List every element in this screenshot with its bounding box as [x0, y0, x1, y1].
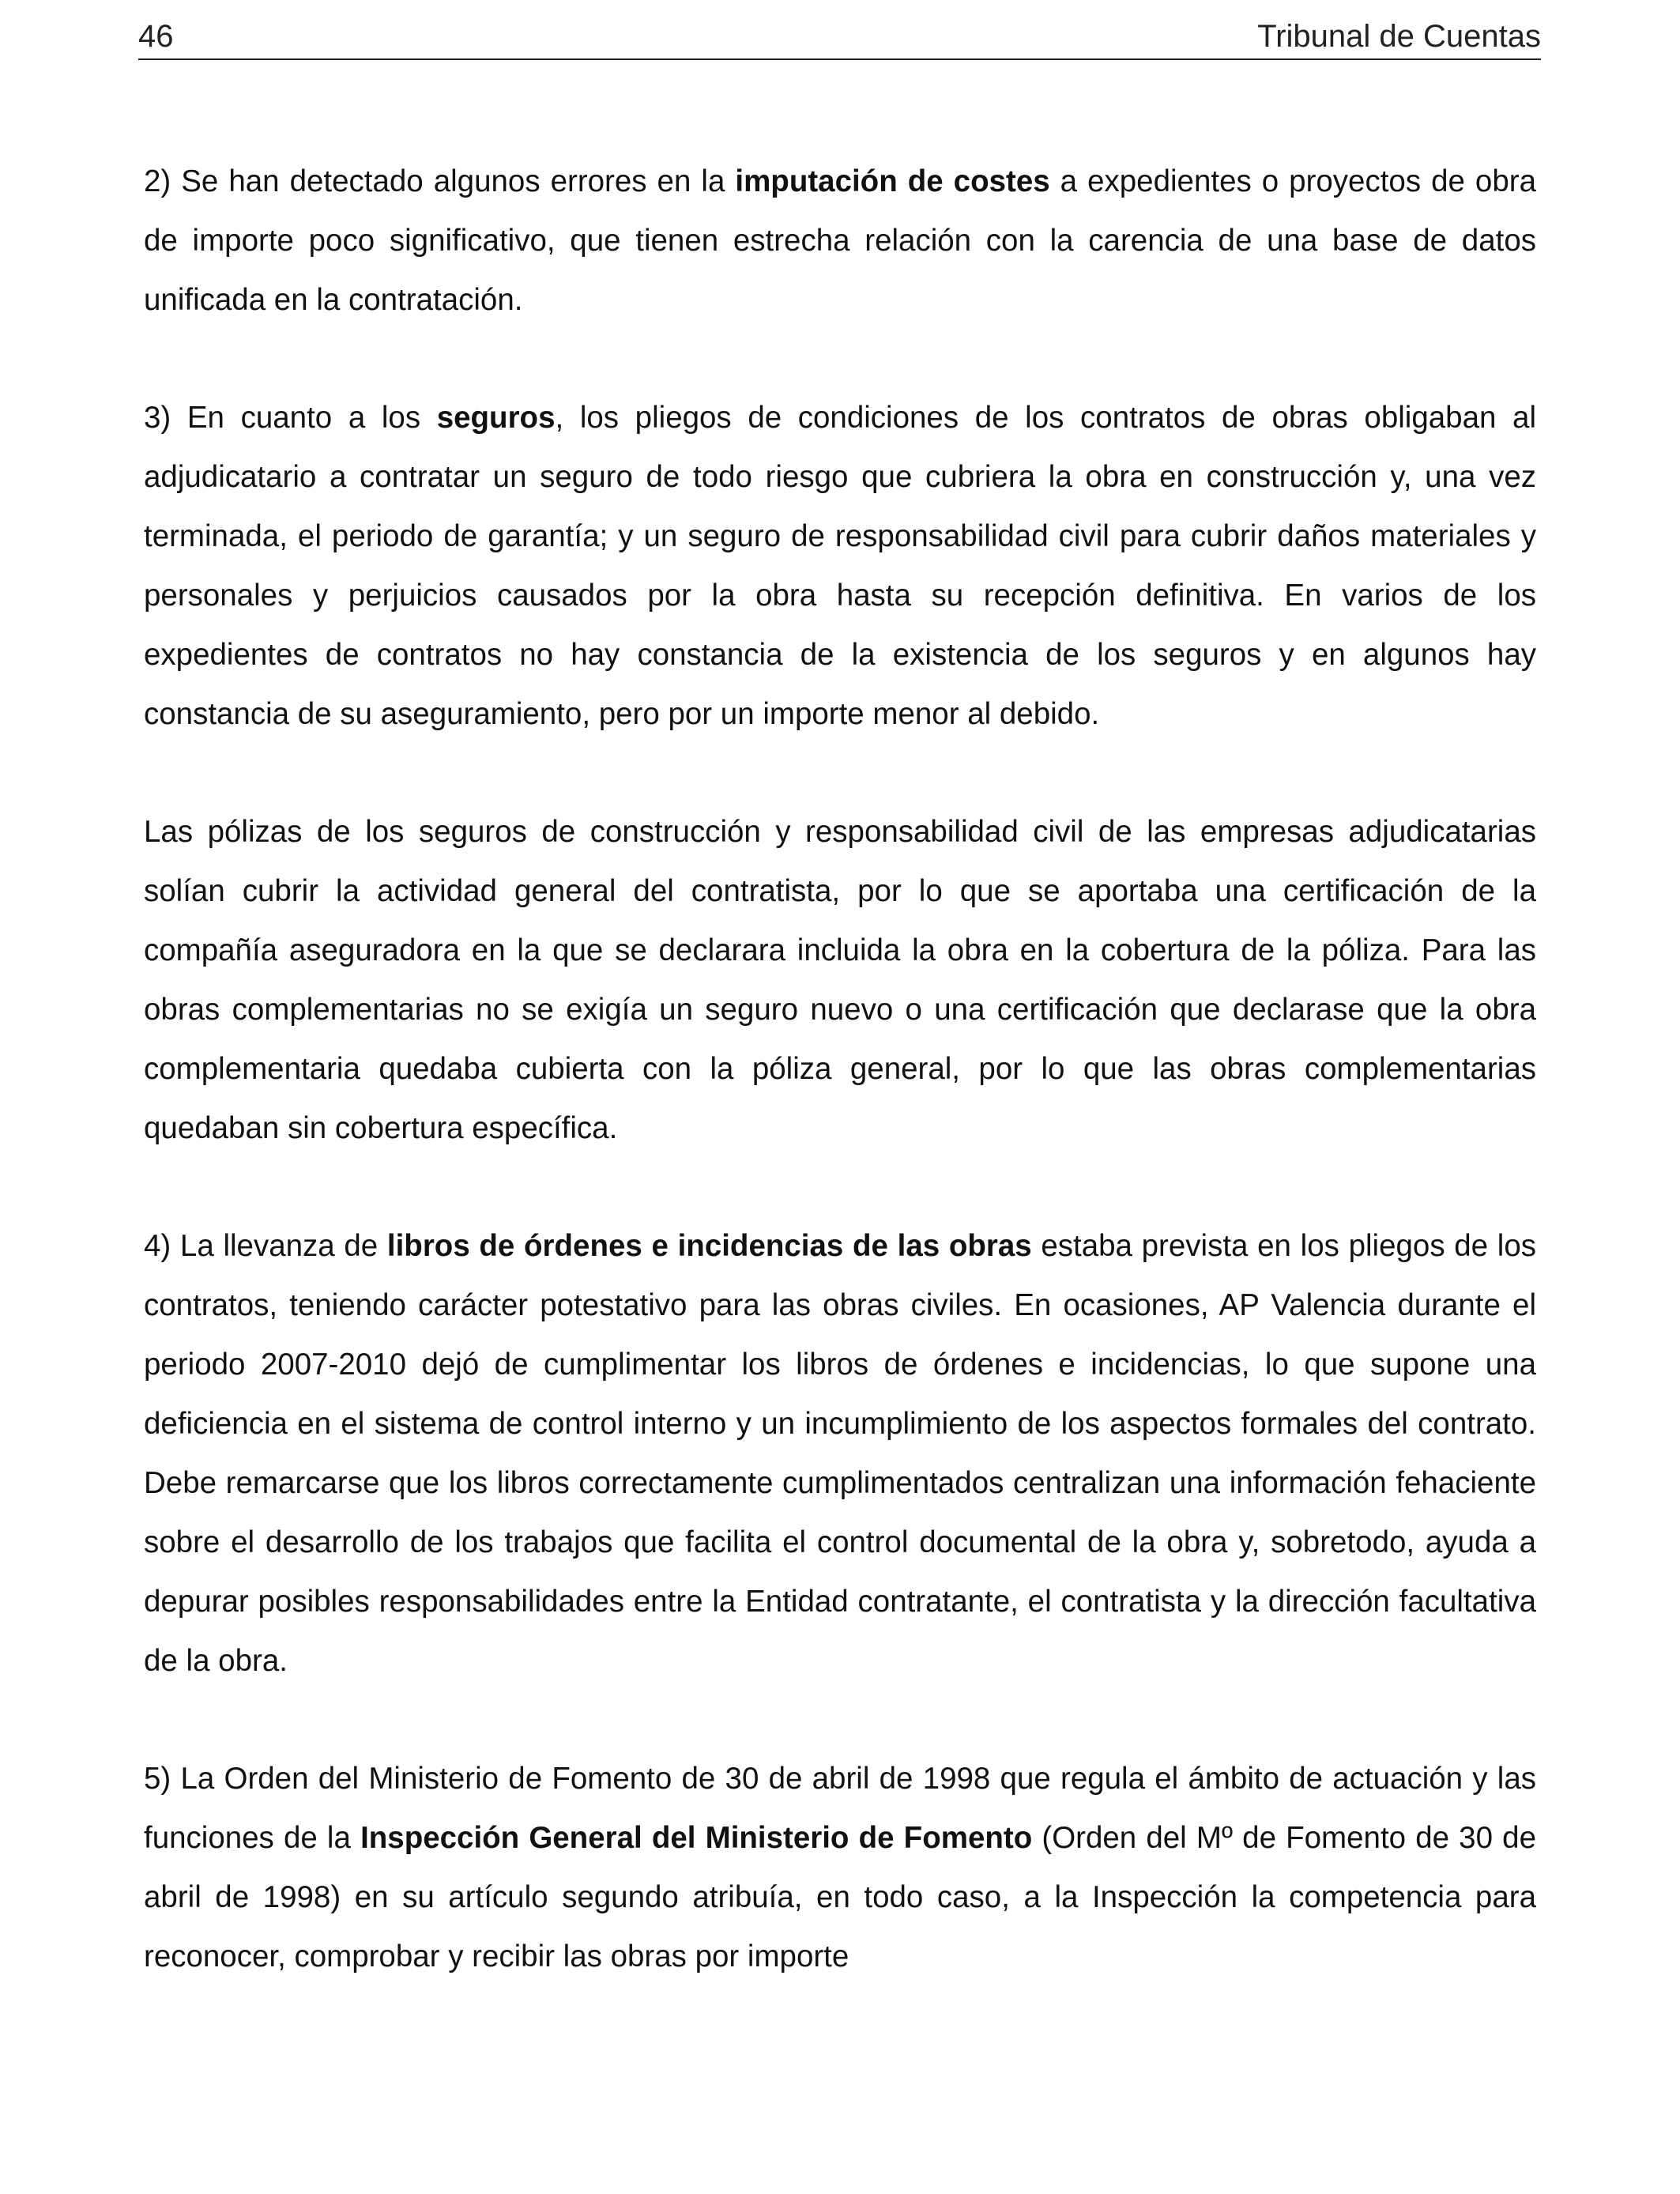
- bold-term-seguros: seguros: [436, 401, 556, 435]
- paragraph-text: Las pólizas de los seguros de construcción y responsabilidad civil de las empresas adjudicatarias solían cubrir la actividad general del contratista, por lo que se aportaba una certificación de la compañía aseguradora en la que se declarara incluida la obra en la cobertura de la póliza. Para las obras complementarias no se exigía un seguro nuevo o una certificación que declarase que la obra complementaria quedaba cubierta con la póliza general, por lo que las obras complementarias quedaban sin cobertura específica.: [144, 815, 1536, 1145]
- running-title: Tribunal de Cuentas: [1257, 19, 1541, 54]
- page-header: [138, 16, 1541, 60]
- bold-term-libros: libros de órdenes e incidencias de las obras: [386, 1229, 1032, 1263]
- paragraph-polizas: [144, 802, 1536, 1158]
- paragraph-text: 2) Se han detectado algunos errores en la: [144, 164, 736, 198]
- paragraph-costes: [144, 152, 1536, 330]
- bold-term-imputacion: imputación de costes: [735, 164, 1050, 198]
- paragraph-text: , los pliegos de condiciones de los contratos de obras obligaban al adjudicatario a contratar un seguro de todo riesgo que cubriera la obra en construcción y, una vez terminada, el periodo de garantía; y un seguro de responsabilidad civil para cubrir daños materiales y personales y perjuicios causados por la obra hasta su recepción definitiva. En varios de los expedientes de contratos no hay constancia de la existencia de los seguros y en algunos hay constancia de su aseguramiento, pero por un importe menor al debido.: [144, 401, 1537, 731]
- paragraph-inspeccion: [144, 1749, 1536, 1986]
- document-body: [144, 152, 1536, 2045]
- paragraph-seguros: [144, 388, 1536, 744]
- bold-term-inspeccion: Inspección General del Ministerio de Fomento: [360, 1821, 1033, 1855]
- paragraph-text: a expedientes o proyectos de obra de importe poco significativo, que tienen estrecha relación con la carencia de una base de datos unificada en la contratación.: [144, 164, 1536, 317]
- paragraph-text: 4) La llevanza de: [144, 1229, 387, 1263]
- paragraph-text: 3) En cuanto a los: [144, 401, 437, 435]
- page-number: 46: [138, 19, 174, 54]
- paragraph-libros: [144, 1216, 1536, 1691]
- paragraph-text: estaba prevista en los pliegos de los contratos, teniendo carácter potestativo para las obras civiles. En ocasiones, AP Valencia durante el periodo 2007-2010 dejó de cumplimentar los libros de órdenes e incidencias, lo que supone una deficiencia en el sistema de control interno y un incumplimiento de los aspectos formales del contrato. Debe remarcarse que los libros correctamente cumplimentados centralizan una información fehaciente sobre el desarrollo de los trabajos que facilita el control documental de la obra y, sobretodo, ayuda a depurar posibles responsabilidades entre la Entidad contratante, el contratista y la dirección facultativa de la obra.: [144, 1229, 1536, 1678]
- paragraph-text: (Orden del Mº de Fomento de 30 de abril de 1998) en su artículo segundo atribuía, en todo caso, a la Inspección la competencia para reconocer, comprobar y recibir las obras por importe: [144, 1821, 1536, 1973]
- paragraph-text: 5) La Orden del Ministerio de Fomento de 30 de abril de 1998 que regula el ámbito de actuación y las funciones de la: [144, 1762, 1536, 1855]
